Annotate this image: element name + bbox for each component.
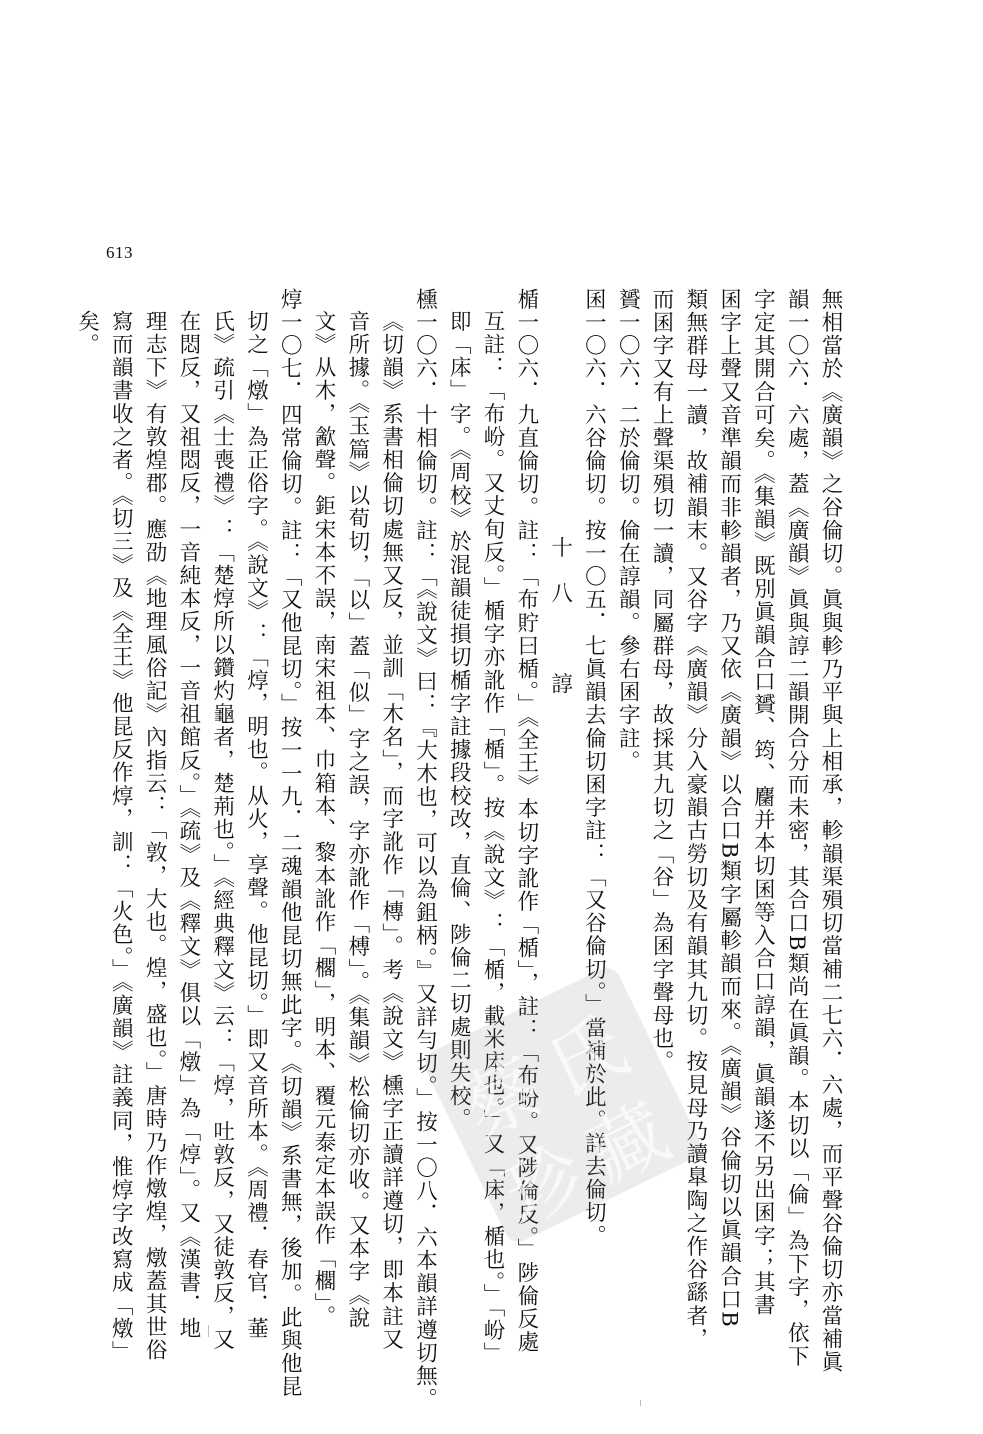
text-column: 即「㡷」字。《周校》於混韻徒損切楯字註據段校改，直倫、陟倫二切處則失校。 — [446, 310, 472, 1131]
entry-line: 櫄一〇六．十相倫切。註：「《說文》曰：『大木也，可以為鉏柄。』又詳勻切。」按一〇八．六本韻詳遵切無。 — [412, 288, 438, 1411]
text-column: 無相當於《廣韻》之谷倫切。眞與軫乃平與上相承，軫韻渠殞切當補二七六．六處，而平聲谷倫切亦當補眞 — [818, 288, 843, 1374]
entry-line: 囷一〇六．六谷倫切。按一〇五．七眞韻去倫切囷字註：「又谷倫切。」當補於此。詳去倫切。 — [581, 288, 607, 1248]
text-column: 音所據。《玉篇》以荀切，「以」蓋「似」字之誤，字亦訛作「榑」。《集韻》松倫切亦收。又本字《說 — [344, 310, 370, 1330]
section-heading: 十八 諄 — [547, 536, 573, 718]
entry-line: 贇一〇六．二於倫切。倫在諄韻。參右囷字註。 — [615, 288, 641, 774]
seal-glyph: 珍 — [490, 1127, 598, 1242]
text-column: 矣。 — [74, 310, 100, 357]
text-column: 而囷字又有上聲渠殞切一讀，同屬群母，故採其九切之「谷」為囷字聲母也。 — [649, 288, 675, 1074]
entry-line: 楯一〇六．九直倫切。註：「布貯曰楯。」《全王》本切字訛作「楯」，註：「布岎。又陟倫反。」陟倫反處 — [513, 288, 539, 1354]
scan-speck — [640, 1400, 641, 1406]
text-column: 文》从木，㱃聲。鉅宋本不誤，南宋祖本、巾箱本、黎本訛作「櫊」，明本、覆元泰定本誤作「櫊」。 — [311, 310, 337, 1328]
text-column: 寫而韻書收之者。《切三》及《全王》他昆反作焞，訓：「火色。」《廣韻》註義同，惟焞字改寫成「燉」 — [108, 310, 134, 1364]
seal-glyph: 藏 — [574, 1086, 683, 1201]
text-column: 韻一〇六．六處，蓋《廣韻》眞與諄二韻開合分而未密，其合口B類尚在眞韻。本切以「倫」為下字，依下 — [784, 288, 810, 1368]
page-number: 613 — [106, 243, 133, 262]
text-column: 理志下》有敦煌郡。應劭《地理風俗記》內指云：「敦，大也。煌，盛也。」唐時乃作燉煌，燉蓋其世俗 — [142, 310, 168, 1362]
scan-speck — [208, 1325, 209, 1337]
text-column: 互註：「布岎。又丈旬反。」楯字亦訛作「楯」。按《說文》：「楯，載米㡷也。」又「㡷，楯也。」「岎」 — [480, 310, 506, 1366]
seal-glyph: 蔡 — [448, 1041, 556, 1156]
seal-glyph: 氏 — [532, 1000, 641, 1114]
text-column: 字定其開合可矣。《集韻》既別眞韻合口贇、筠、麕并本切囷等入合口諄韻，眞韻遂不另出囷字；其書 — [750, 288, 776, 1317]
text-column: 在悶反，又祖悶反，一音純本反，一音祖館反。」《疏》及《釋文》俱以「燉」為「焞」。又《漢書．地 — [175, 310, 201, 1341]
text-column: 《切韻》系書相倫切處無又反，並訓「木名」，而字訛作「槫」。考《說文》櫄字正讀詳遵切，即本註又 — [378, 310, 404, 1352]
text-column: 囷字上聲又音準韻而非軫韻者，乃又依《廣韻》以合口B類字屬軫韻而來。《廣韻》谷倫切以眞韻合口B — [716, 288, 742, 1329]
entry-line: 焞一〇七．四常倫切。註：「又他昆切。」按一一九．二魂韻他昆切無此字。《切韻》系書無，後加。此與他昆 — [277, 288, 303, 1399]
text-column: 切之「燉」為正俗字。《說文》：「焞，明也。从火，享聲。他昆切。」即又音所本。《周禮．春官．菙 — [243, 310, 269, 1341]
text-column: 氏》疏引《士喪禮》：「楚焞所以鑽灼龜者，楚荊也。」《經典釋文》云：「焞，吐敦反，又徒敦反，又 — [209, 310, 235, 1352]
text-column: 類無群母一讀，故補韻末。又谷字《廣韻》分入豪韻古勞切及有韻其九切。按見母乃讀臯陶之作谷繇者， — [682, 288, 708, 1351]
